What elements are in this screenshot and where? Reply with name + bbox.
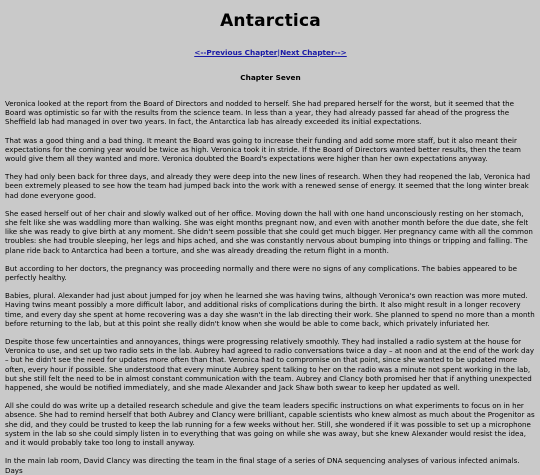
chapter-heading: Chapter Seven — [240, 73, 301, 82]
chapter-navigation — [5, 48, 536, 58]
paragraph: That was a good thing and a bad thing. It meant the Board was going to increase their funding and add some more staff, but it also meant their expectations for the coming year would be twice as high. Veronica took it in stride. If the Board of Directors wanted better results, then the team would give them all they wanted and more. Veronica doubted the Board's expectations were higher than her own expectations anyway. — [5, 135, 521, 164]
paragraph: All she could do was write up a detailed research schedule and give the team leaders specific instructions on what experiments to focus on in her absence. She had to remind herself that both Aubrey and Clancy were brilliant, capable scientists who knew almost as much about the Progenitor as she did, and they could be trusted to keep the lab running for a few weeks without her. Still, she wondered if it was possible to set up a microphone system in the lab so she could simply listen in to everything that was going on while she was away, but she knew Alexander would resist the idea, and it would probably take too long to install anyway. — [5, 401, 535, 448]
paragraph: Babies, plural. Alexander had just about jumped for joy when he learned she was having twins, although Veronica's own reaction was more muted. Having twins meant possibly a more difficult labor, and additional risks of complications during the birth. It also might result in a longer recovery time, and every day she spent at home recovering was a day she wasn't in the lab directing their work. She planned to spend no more than a month before returning to the lab, but at this point she really didn't know when she would be able to come back, which privately infuriated her. — [5, 291, 535, 328]
paragraph: In the main lab room, David Clancy was directing the team in the final stage of a series of DNA sequencing analyses of various infected animals. Days — [5, 456, 520, 475]
nav-separator: | — [277, 48, 281, 57]
story-text — [5, 99, 536, 475]
paragraph: Despite those few uncertainties and annoyances, things were progressing relatively smoothly. They had installed a radio system at the house for Veronica to use, and set up two radio sets in the lab. Aubrey had agreed to radio conversations twice a day – at noon and at the end of the work day – but he didn't see the need for updates more often than that. Veronica had to compromise on that point, since she wanted to be updated more often, every hour if possible. She understood that every minute Aubrey spent talking to her on the radio was a minute not spent working in the lab, but she still felt the need to be in almost constant communication with the team. Aubrey and Clancy both promised her that if anything unexpected happened, she would be notified immediately, and she made Alexander and Jack Shaw both swear to keep her updated as well. — [5, 337, 535, 393]
paragraph: She eased herself out of her chair and slowly walked out of her office. Moving down the hall with one hand unconsciously resting on her stomach, she felt like she was waddling more than walking. She was eight months pregnant now, and even with another month before the due date, she felt like she was ready to give birth at any moment. She didn't seem possible that she could get much bigger. Her pregnancy came with all the common troubles: she had trouble sleeping, her legs and hips ached, and she was constantly nervous about bumping into things or tripping and falling. The plane ride back to Antarctica had been a torture, and she was already dreading the return flight in a month. — [5, 208, 533, 255]
paragraph: They had only been back for three days, and already they were deep into the new lines of research. When they had reopened the lab, Veronica had been extremely pleased to see how the team had jumped back into the work with a renewed sense of energy. It seemed that the long winter break had done everyone good. — [5, 172, 531, 200]
page-title: Antarctica — [220, 11, 321, 31]
paragraph: But according to her doctors, the pregnancy was proceeding normally and there were no signs of any complications. The babies appeared to be perfectly healthy. — [5, 263, 518, 283]
next-chapter-link[interactable]: Next Chapter--> — [280, 48, 347, 57]
paragraph: Veronica looked at the report from the Board of Directors and nodded to herself. She had prepared herself for the worst, but it seemed that the Board was optimistic so far with the results from the science team. In less than a year, they had already passed far ahead of the progress the Sheffield lab had managed in over two years. In fact, the Antarctica lab has already exceeded its initial expectations. — [5, 99, 514, 127]
previous-chapter-link[interactable]: <--Previous Chapter — [194, 48, 278, 57]
